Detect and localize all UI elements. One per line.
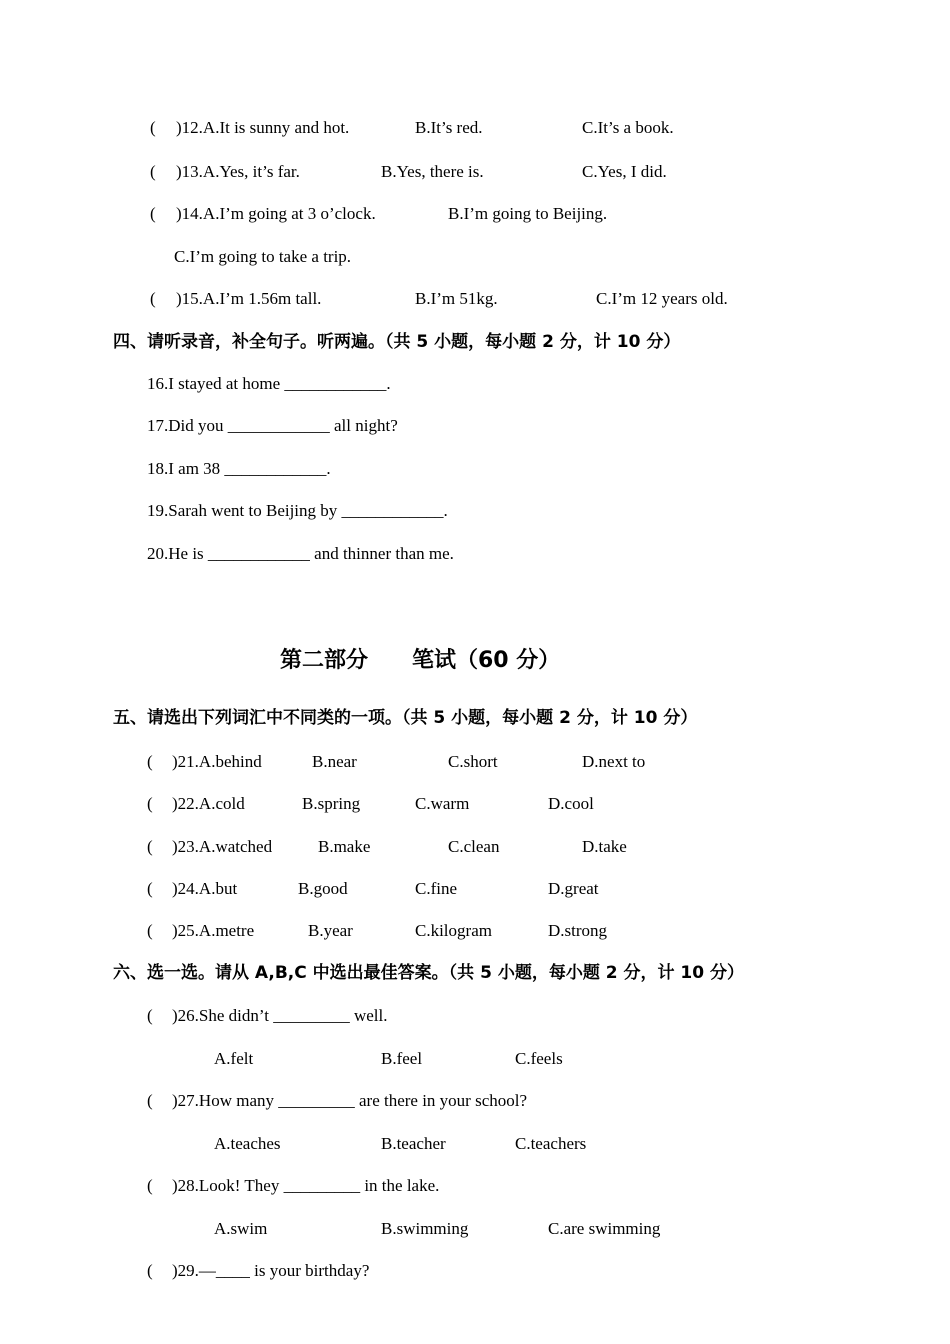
q14-option-a: )14.A.I’m going at 3 o’clock. <box>176 204 376 223</box>
q27-stem: )27.How many _________ are there in your school? <box>172 1091 528 1110</box>
answer-paren: ( <box>150 204 156 223</box>
q22-option-b: B.spring <box>302 794 361 813</box>
part-2-title: 第二部分 笔试（60 分） <box>280 648 561 673</box>
q13-option-a: )13.A.Yes, it’s far. <box>176 162 300 181</box>
q27-option-b: B.teacher <box>381 1134 446 1153</box>
q28-option-a: A.swim <box>214 1219 268 1238</box>
answer-paren: ( <box>147 1261 153 1280</box>
answer-paren: ( <box>147 1091 153 1110</box>
q14-option-b: B.I’m going to Beijing. <box>448 204 608 223</box>
q28-option-b: B.swimming <box>381 1219 469 1238</box>
answer-paren: ( <box>147 879 153 898</box>
q24-option-b: B.good <box>298 879 348 898</box>
q14-option-c: C.I’m going to take a trip. <box>174 247 352 266</box>
answer-paren: ( <box>147 1006 153 1025</box>
q23-option-a: )23.A.watched <box>172 837 273 856</box>
q23-option-c: C.clean <box>448 837 500 856</box>
section-5-heading: 五、请选出下列词汇中不同类的一项。（共 5 小题，每小题 2 分，计 10 分） <box>113 708 698 728</box>
q23-option-b: B.make <box>318 837 371 856</box>
q13-option-b: B.Yes, there is. <box>381 162 484 181</box>
q24-option-d: D.great <box>548 879 599 898</box>
q17-sentence: 17.Did you ____________ all night? <box>147 416 398 435</box>
q26-option-c: C.feels <box>515 1049 563 1068</box>
q12-option-c: C.It’s a book. <box>582 118 674 137</box>
q27-option-a: A.teaches <box>214 1134 281 1153</box>
section-6-heading: 六、选一选。请从 A,B,C 中选出最佳答案。（共 5 小题，每小题 2 分，计 10 分） <box>113 963 744 983</box>
answer-paren: ( <box>147 1176 153 1195</box>
q29-stem: )29.—____ is your birthday? <box>172 1261 370 1280</box>
q22-option-a: )22.A.cold <box>172 794 245 813</box>
q23-option-d: D.take <box>582 837 627 856</box>
q21-option-a: )21.A.behind <box>172 752 262 771</box>
q28-stem: )28.Look! They _________ in the lake. <box>172 1176 440 1195</box>
q24-option-c: C.fine <box>415 879 458 898</box>
q26-option-b: B.feel <box>381 1049 423 1068</box>
answer-paren: ( <box>147 794 153 813</box>
q21-option-d: D.next to <box>582 752 646 771</box>
q27-option-c: C.teachers <box>515 1134 587 1153</box>
answer-paren: ( <box>150 162 156 181</box>
answer-paren: ( <box>150 289 156 308</box>
q25-option-d: D.strong <box>548 921 608 940</box>
q15-option-a: )15.A.I’m 1.56m tall. <box>176 289 322 308</box>
q25-option-b: B.year <box>308 921 353 940</box>
q13-option-c: C.Yes, I did. <box>582 162 667 181</box>
q18-sentence: 18.I am 38 ____________. <box>147 459 331 478</box>
q21-option-c: C.short <box>448 752 498 771</box>
q22-option-c: C.warm <box>415 794 470 813</box>
q19-sentence: 19.Sarah went to Beijing by ____________. <box>147 501 448 520</box>
answer-paren: ( <box>147 837 153 856</box>
answer-paren: ( <box>147 752 153 771</box>
answer-paren: ( <box>147 921 153 940</box>
q22-option-d: D.cool <box>548 794 594 813</box>
q15-option-c: C.I’m 12 years old. <box>596 289 728 308</box>
q28-option-c: C.are swimming <box>548 1219 661 1238</box>
answer-paren: ( <box>150 118 156 137</box>
q15-option-b: B.I’m 51kg. <box>415 289 498 308</box>
q21-option-b: B.near <box>312 752 357 771</box>
q12-option-b: B.It’s red. <box>415 118 483 137</box>
q16-sentence: 16.I stayed at home ____________. <box>147 374 391 393</box>
section-4-heading: 四、请听录音，补全句子。听两遍。（共 5 小题，每小题 2 分，计 10 分） <box>113 332 681 352</box>
q25-option-a: )25.A.metre <box>172 921 255 940</box>
q26-stem: )26.She didn’t _________ well. <box>172 1006 388 1025</box>
q26-option-a: A.felt <box>214 1049 254 1068</box>
q12-option-a: )12.A.It is sunny and hot. <box>176 118 350 137</box>
q24-option-a: )24.A.but <box>172 879 238 898</box>
q20-sentence: 20.He is ____________ and thinner than me. <box>147 544 454 563</box>
q25-option-c: C.kilogram <box>415 921 492 940</box>
